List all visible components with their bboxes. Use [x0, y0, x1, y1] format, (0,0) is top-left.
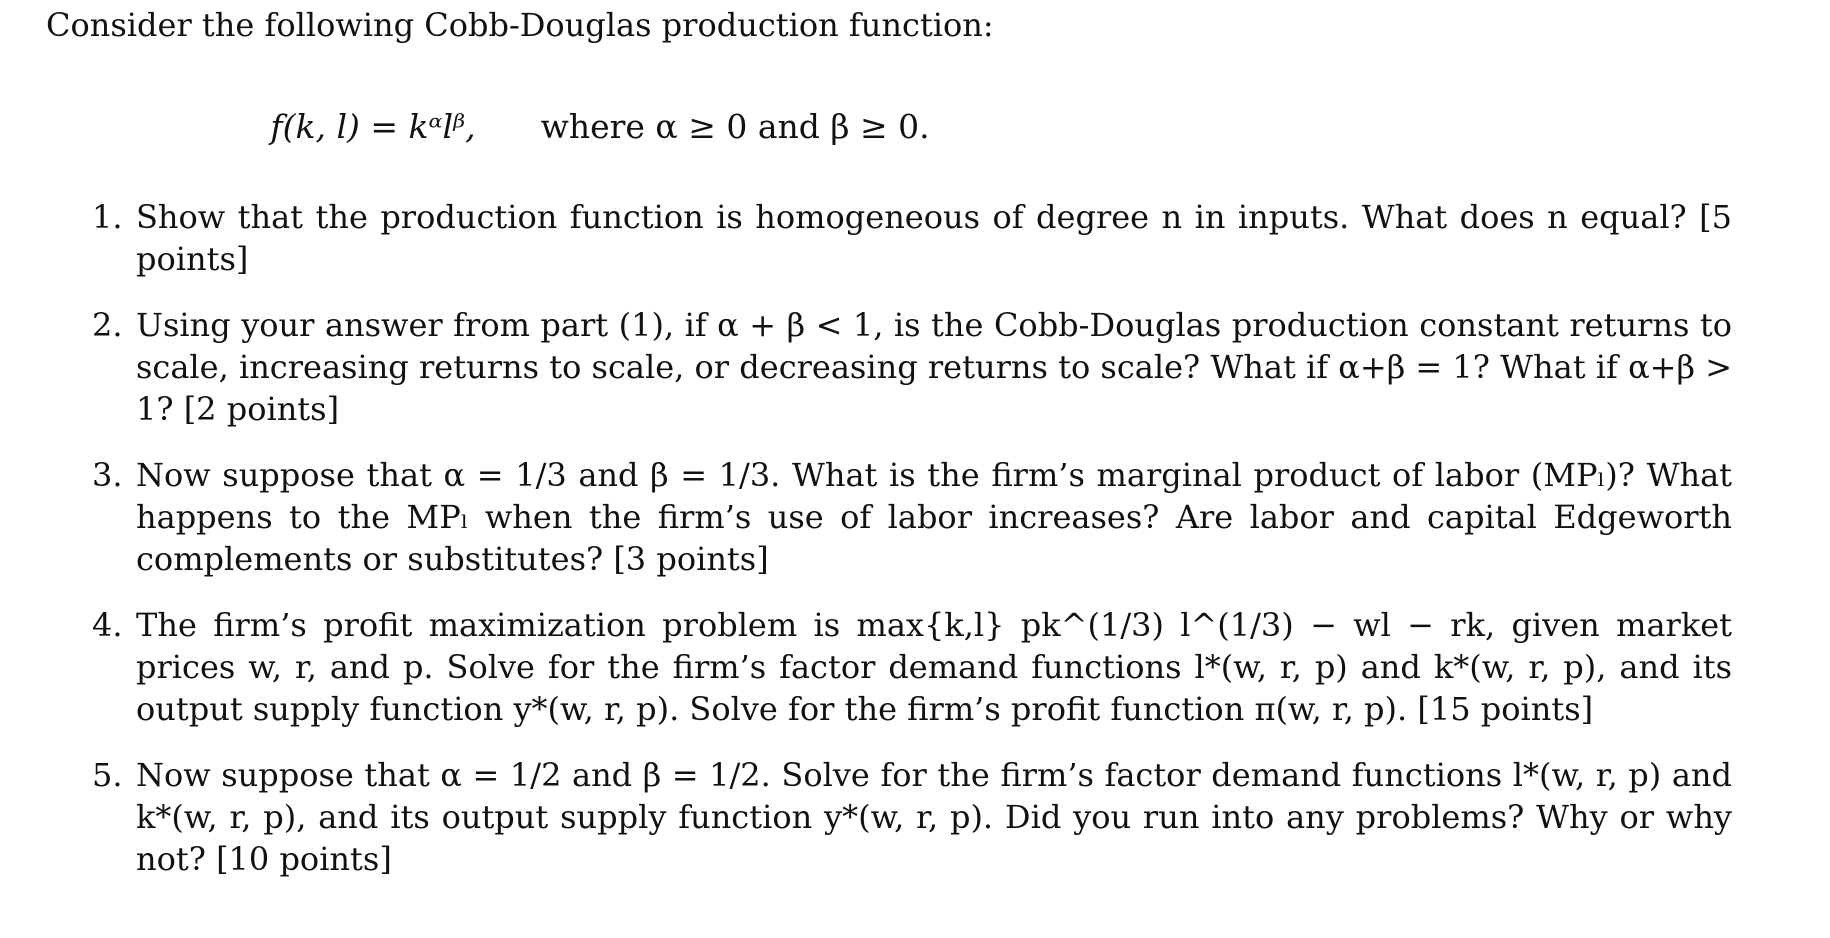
production-function-equation	[0, 106, 1200, 148]
problem-number: 4.	[92, 606, 123, 644]
problem-item	[92, 754, 1732, 880]
problem-item	[92, 304, 1732, 430]
problem-text: Now suppose that α = 1/2 and β = 1/2. Solve for the firm’s factor demand functions l*(w, r, p) and k*(w, r, p), and its output supply function y*(w, r, p). Did you run into any problems? Why or why not? [10 points]	[136, 756, 1732, 878]
problem-item	[92, 454, 1732, 580]
problem-number: 1.	[92, 198, 123, 236]
problem-list	[92, 196, 1732, 904]
problem-text: Show that the production function is homogeneous of degree n in inputs. What does n equal? [5 points]	[136, 198, 1732, 278]
problem-number: 3.	[92, 456, 123, 494]
problem-item	[92, 196, 1732, 280]
equation-condition: where α ≥ 0 and β ≥ 0.	[540, 107, 930, 146]
problem-item	[92, 604, 1732, 730]
equation-formula: f(k, l) = kᵅlᵝ,	[270, 107, 476, 146]
problem-text: Using your answer from part (1), if α + β < 1, is the Cobb-Douglas production constant returns to scale, increasing returns to scale, or decreasing returns to scale? What if α+β = 1? What if α+β > 1? [2 points]	[136, 306, 1732, 428]
intro-text: Consider the following Cobb-Douglas production function:	[46, 6, 994, 44]
problem-text: The firm’s profit maximization problem is max{k,l} pk^(1/3) l^(1/3) − wl − rk, given market prices w, r, and p. Solve for the firm’s factor demand functions l*(w, r, p) and k*(w, r, p), and its output supply function y*(w, r, p). Solve for the firm’s profit function π(w, r, p). [15 points]	[136, 606, 1732, 728]
problem-text: Now suppose that α = 1/3 and β = 1/3. What is the firm’s marginal product of labor (MPₗ)? What happens to the MPₗ when the firm’s use of labor increases? Are labor and capital Edgeworth complements or substitutes? [3 points]	[136, 456, 1732, 578]
problem-number: 2.	[92, 306, 123, 344]
problem-number: 5.	[92, 756, 123, 794]
